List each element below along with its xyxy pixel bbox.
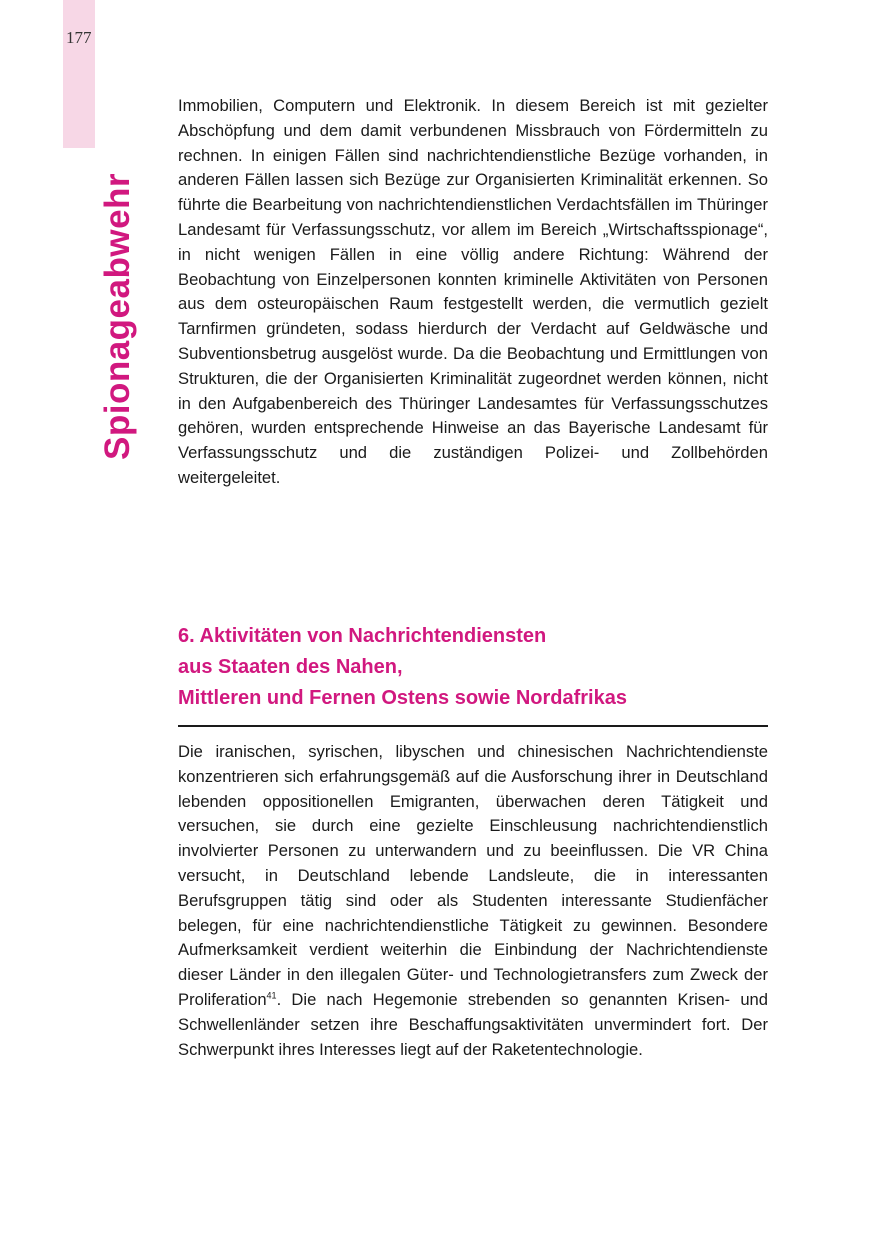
heading-line-3: Mittleren und Fernen Ostens sowie Nordafrikas <box>178 687 627 709</box>
heading-line-1: 6. Aktivitäten von Nachrichtendiensten <box>178 625 547 647</box>
section-heading <box>178 621 768 714</box>
heading-line-2: aus Staaten des Nahen, <box>178 656 403 678</box>
heading-divider <box>178 725 768 727</box>
paragraph-2-part-1: Die iranischen, syrischen, libyschen und chinesischen Nachrichtendienste konzentrieren sich erfahrungsgemäß auf die Ausforschung ihrer in Deutschland lebenden oppositionellen Emigranten, überwachen deren Tätigkeit und versuchen, sie durch eine gezielte Einschleusung nachrichtendienstlich involvierter Personen zu unterwandern und zu beeinflussen. Die VR China versucht, in Deutschland lebende Landsleute, die in interessanten Berufsgruppen tätig sind oder als Studenten interessante Studienfächer belegen, für eine nachrichtendienstliche Tätigkeit zu gewinnen. Besondere Aufmerksamkeit verdient weiterhin die Einbindung der Nachrichtendienste dieser Länder in den illegalen Güter- und Technologietransfers zum Zweck der Proliferation <box>178 742 768 1009</box>
section-label: Spionageabwehr <box>98 172 137 460</box>
body-paragraph-1: Immobilien, Computern und Elektronik. In diesem Bereich ist mit gezielter Abschöpfung und dem damit verbundenen Missbrauch von Fördermitteln zu rechnen. In einigen Fällen sind nachrichtendienstliche Bezüge vorhanden, in anderen Fällen lassen sich Bezüge zur Organisierten Kriminalität erkennen. So führte die Bearbeitung von nachrichtendienstlichen Verdachtsfällen im Thüringer Landesamt für Verfassungsschutz, vor allem im Bereich „Wirtschaftsspionage“, in nicht wenigen Fällen in eine völlig andere Richtung: Während der Beobachtung von Einzelpersonen konnten kriminelle Aktivitäten von Personen aus dem osteuropäischen Raum festgestellt werden, die vermutlich gezielt Tarnfirmen gründeten, sodass hierdurch der Verdacht auf Geldwäsche und Subventionsbetrug ausgelöst wurde. Da die Beobachtung und Ermittlungen von Strukturen, die der Organisierten Kriminalität zugeordnet werden können, nicht in den Aufgabenbereich des Thüringer Landesamtes für Verfassungsschutzes gehören, wurden entsprechende Hinweise an das Bayerische Landesamt für Verfassungsschutz und die zuständigen Polizei- und Zollbehörden weitergeleitet. <box>178 96 768 487</box>
side-tab-marker <box>63 0 95 148</box>
footnote-reference[interactable]: 41 <box>266 990 277 1001</box>
page-number: 177 <box>66 28 92 47</box>
paragraph-2-part-2: . Die nach Hegemonie strebenden so genannten Krisen- und Schwellenländer setzen ihre Beschaffungsaktivitäten unvermindert fort. Der Schwerpunkt ihres Interesses liegt auf der Raketentechnologie. <box>178 989 768 1059</box>
body-paragraph-2 <box>178 740 768 1062</box>
